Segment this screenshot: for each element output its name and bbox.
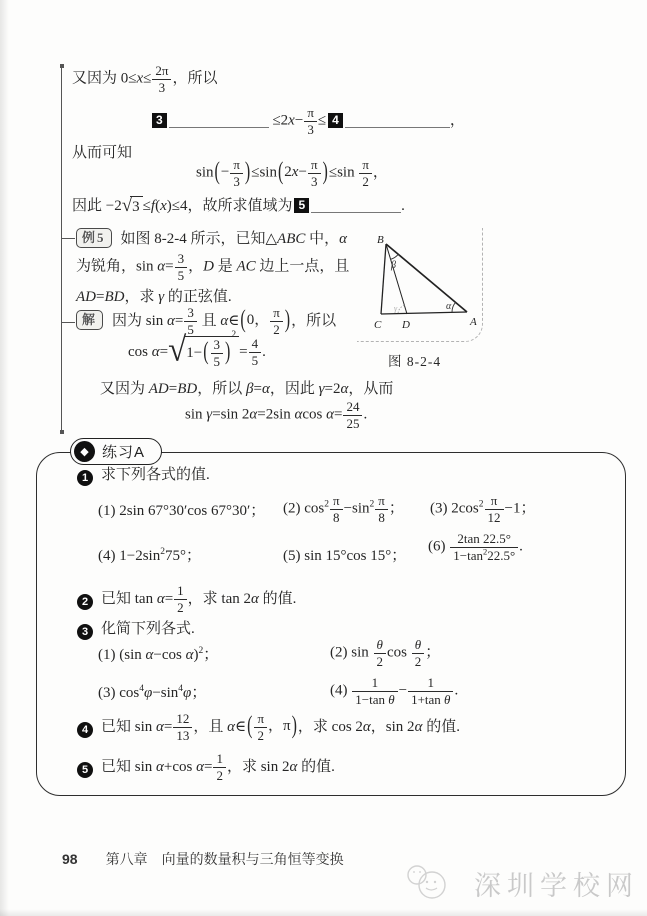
vertex-label-C: C — [374, 319, 382, 330]
item-1-part-6: (6) $\frac{2\tan 22.5^\circ}{1-\tan^222.5^\circ}$ . — [428, 531, 523, 563]
derivation-line-1: 又因为 0≤x≤ $\frac{2\pi}{3}$ ，所以 — [72, 63, 218, 95]
item-number-badge: 5 — [77, 762, 93, 778]
watermark-text: 深圳学校网 — [474, 870, 639, 901]
derivation-line-5-blank: 因此 −2 √ 3 ≤f(x)≤4，故所求值域为 5 . — [72, 195, 405, 217]
example5-text-1: 如图 8-2-4 所示，已知△ABC 中，α — [120, 231, 348, 247]
example-badge-connector — [61, 238, 75, 239]
example5-line-1 — [76, 228, 347, 250]
practice-item-4 — [77, 712, 460, 742]
item-1-part-4: (4) $1-2\sin^275^\circ$； — [98, 547, 201, 564]
item-5-text: 已知 sin α+cos α= $\frac{1}{2}$ ，求 sin 2α 的值. — [101, 751, 335, 783]
beta-label: β — [391, 260, 396, 271]
solution-text-1: 因为 sin α= $\frac{3}{5}$ 且 α∈ ( 0， π 2 ) ，所以 — [112, 305, 337, 337]
item-3-part-4: (4) $\frac{1}{\text{1−tan θ}}$ − $\frac{1}{\text{1+tan θ}}$ . — [330, 675, 459, 707]
point-label-D: D — [402, 319, 410, 330]
item-1-head: 求下列各式的值. — [101, 467, 210, 483]
item-1-part-2: (2) $\cos^2$ $\frac{\pi}{8}$ $-\sin^2$ $\frac{\pi}{8}$ ； — [283, 493, 404, 525]
example5-line-3: AD=BD，求 γ 的正弦值. — [76, 289, 232, 305]
alpha-label: α — [446, 301, 452, 312]
item-1-part-3: (3) $2\cos^2$ $\frac{\pi}{12}$ −1； — [430, 493, 536, 525]
chapter-label: 第八章 — [105, 853, 148, 868]
item-number-badge: 2 — [77, 594, 93, 610]
scan-edge-shadow-bottom — [0, 909, 647, 916]
vertex-label-B: B — [377, 234, 384, 246]
example5-line-2: 为锐角，sin α= $\frac{3}{5}$ ，D 是 AC 边上一点，且 — [76, 251, 350, 283]
solution-line-1 — [76, 306, 336, 336]
solution-badge: 解 — [76, 310, 103, 330]
derivation-line-3: 从而可知 — [72, 145, 133, 161]
item-3-part-1: (1) (sin α−cos α)$^2$； — [98, 646, 219, 663]
page-number: 98 — [62, 851, 78, 867]
item-number-badge: 4 — [77, 722, 93, 738]
item-2-text: 已知 tan α= $\frac{1}{2}$ ，求 tan 2α 的值. — [101, 583, 297, 615]
diamond-icon: ◆ — [74, 441, 95, 462]
figure-caption: 图 8-2-4 — [388, 354, 442, 369]
item-1-part-5: (5) sin 15°cos 15°； — [283, 548, 407, 564]
practice-header — [70, 438, 162, 465]
alpha-angle-arc — [452, 302, 456, 312]
vertex-label-A: A — [470, 316, 477, 328]
practice-item-1 — [77, 466, 210, 486]
item-1-part-1: (1) 2sin 67°30′cos 67°30′； — [98, 503, 266, 519]
page-footer — [62, 849, 344, 869]
practice-item-3 — [77, 620, 195, 640]
gamma-angle-arc — [398, 305, 404, 314]
item-3-head: 化简下列各式. — [101, 621, 195, 637]
item-3-part-3: (3) $\cos^4\varphi-\sin^4\varphi$； — [98, 684, 207, 701]
practice-item-2 — [77, 584, 296, 614]
derivation-line-4: sin ( − $\frac{\pi}{3}$ ) ≤sin ( 2 x − $\frac{\pi}{3}$ ) ≤sin $\frac{\pi}{2}$ ， — [196, 157, 388, 189]
item-number-badge: 1 — [77, 470, 93, 486]
solution-sin-formula: sin γ=sin 2α=2sin αcos α= $\frac{24}{25}$ . — [185, 399, 368, 431]
solution-line-2: 又因为 AD=BD，所以 β=α，因此 γ=2α，从而 — [100, 381, 394, 397]
example5-badge: 例5 — [76, 228, 112, 248]
practice-item-5 — [77, 752, 335, 782]
scan-edge-shadow-left — [0, 0, 9, 916]
solution-cos-formula: cos α= √ 1− ( 3 5 ) 2 = $\frac{4}{5}$ . — [128, 330, 266, 369]
beta-angle-arc — [391, 254, 399, 259]
chat-bubbles-icon — [404, 862, 450, 904]
triangle-figure — [362, 234, 490, 330]
item-number-badge: 3 — [77, 624, 93, 640]
example-left-rule — [61, 66, 62, 432]
item-3-part-2: (2) sin $\frac{\theta}{2}$ cos $\frac{\theta}{2}$ ； — [330, 637, 441, 669]
gamma-label: γ — [394, 304, 398, 313]
watermark — [404, 862, 639, 904]
practice-label: 练习A — [102, 444, 146, 461]
derivation-line-2-blanks: 3 ≤2x− $\frac{\pi}{3}$ ≤ 4 ， — [150, 106, 465, 136]
item-4-text: 已知 sin α= $\frac{12}{13}$ ，且 α∈ ( π 2 ，π ) ，求 cos 2α，sin 2α 的值. — [101, 711, 460, 743]
chapter-title: 向量的数量积与三角恒等变换 — [161, 853, 344, 868]
solution-badge-connector — [61, 322, 75, 323]
